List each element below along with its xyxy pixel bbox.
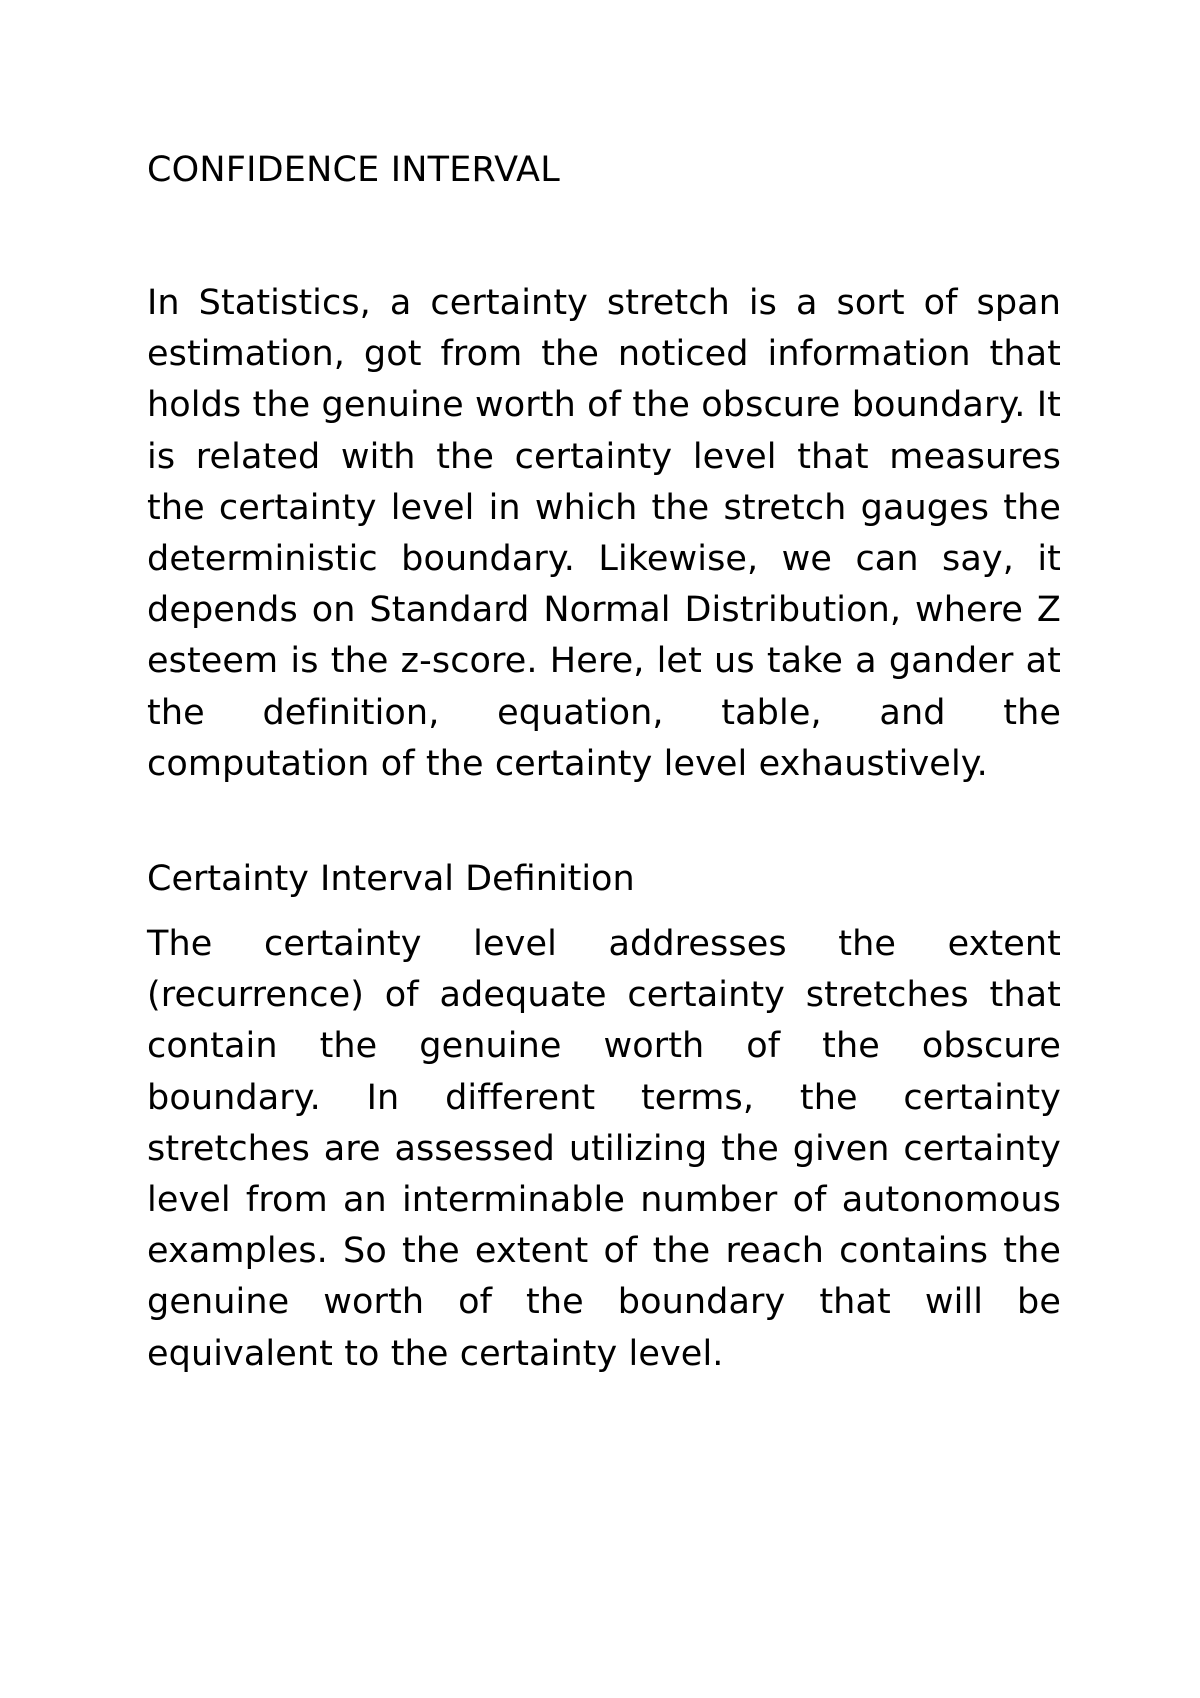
intro-paragraph: In Statistics, a certainty stretch is a sort of span estimation, got from the noticed information that holds the genuine worth of the obscure boundary. It is related with the certainty level that measures the certainty level in which the stretch gauges the deterministic boundary. Likewise, we can say, it depends on Standard Normal Distribution, where Z esteem is the z-score. Here, let us take a gander at the definition, equation, table, and the computation of the certainty level exhaustively. [147, 283, 1061, 784]
document-title: CONFIDENCE INTERVAL [147, 150, 560, 190]
section-heading: Certainty Interval Definition [147, 859, 635, 900]
definition-paragraph: The certainty level addresses the extent (recurrence) of adequate certainty stretches that contain the genuine worth of the obscure boundary. In different terms, the certainty stretches are assessed utilizing the given certainty level from an interminable number of autonomous examples. So the extent of the reach contains the genuine worth of the boundary that will be equivalent to the certainty level. [147, 924, 1061, 1374]
document-content [147, 145, 1061, 1380]
